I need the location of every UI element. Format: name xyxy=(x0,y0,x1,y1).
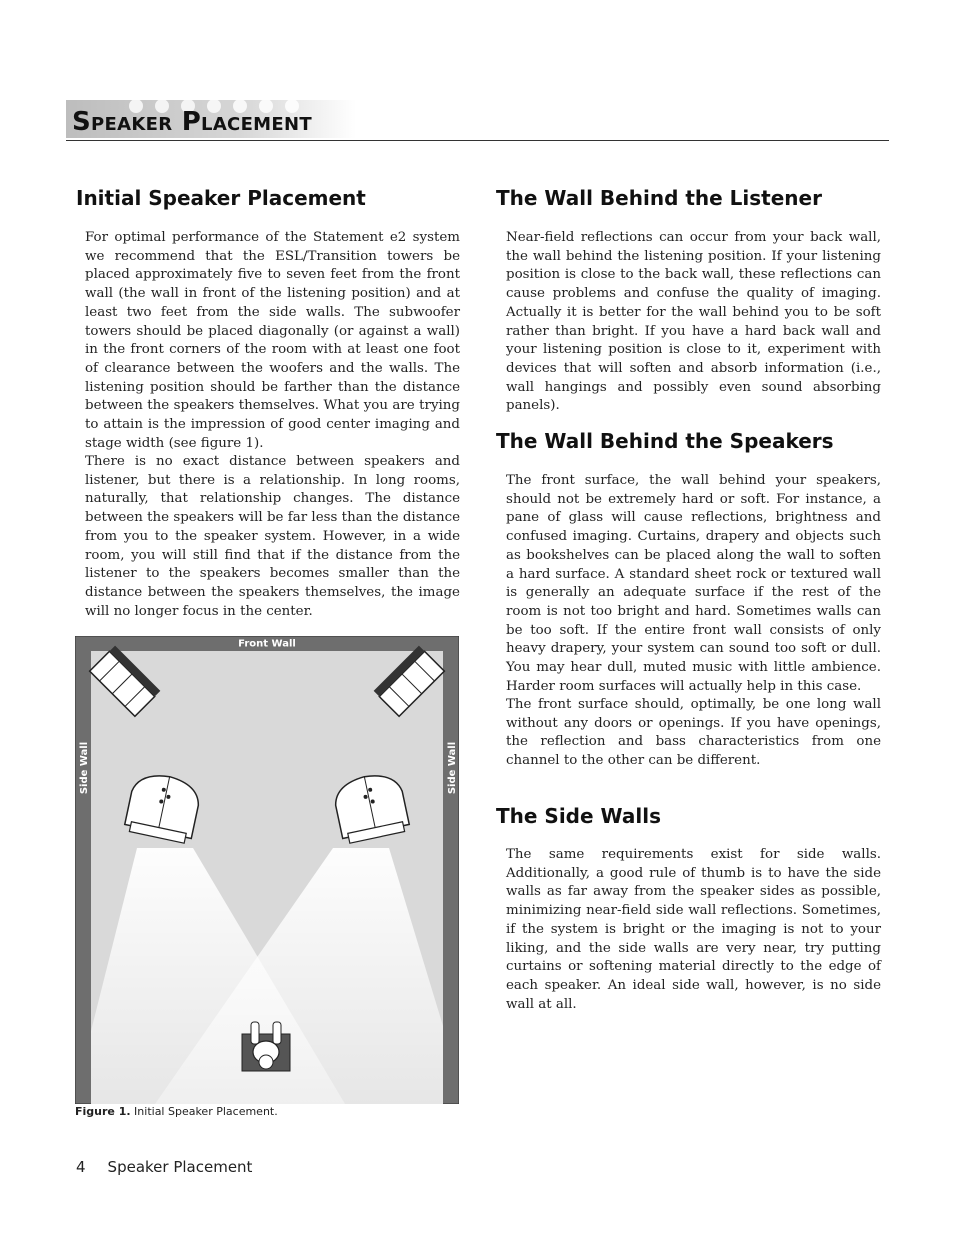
paragraph-initial-1: For optimal performance of the Statement e2 system we recommend that the ESL/Transition towers be placed approximately five to seven feet from the front wall (the wall in front of the listening position) and at least two feet from the side walls. The subwoofer towers should be placed diagonally (or against a wall) in the front corners of the room with at least one foot of clearance between the woofers and the walls. The listening position should be farther than the distance between the speakers themselves. What you are trying to attain is the impression of good center imaging and stage width (see figure 1). xyxy=(85,230,460,451)
paragraph-speaker-wall-2: The front surface should, optimally, be one long wall without any doors or openings. If you have openings, the reflection and bass characteristics from one channel to the other can be different. xyxy=(506,697,881,769)
heading-wall-behind-speakers: The Wall Behind the Speakers xyxy=(496,429,834,453)
figure-speaker-placement xyxy=(75,636,459,1104)
paragraph-speaker-wall-1: The front surface, the wall behind your speakers, should not be extremely hard or soft. For instance, a pane of glass will cause reflections, brightness and confused imaging. Curtains, drapery and objects such as bookshelves can be placed along the wall to soften a hard surface. A standard sheet rock or textured wall is generally an adequate surface if the rest of the room is not too bright and hard. Sometimes walls can be too soft. If the entire front wall consists of only heavy drapery, your system can sound too soft or dull. You may hear dull, muted music with little ambience. Harder room surfaces will actually help in this case. xyxy=(506,473,881,694)
heading-side-walls: The Side Walls xyxy=(496,804,661,828)
paragraph-initial-2: There is no exact distance between speakers and listener, but there is a relationship. In long rooms, naturally, that relationship changes. The distance between the speakers will be far less than the distance from you to the speaker system. However, in a wide room, you will still find that if the distance from the listener to the speakers becomes smaller than the distance between the speakers themselves, the image will no longer focus in the center. xyxy=(85,454,460,619)
page-title: Speaker Placement xyxy=(72,107,312,137)
page-number: 4 xyxy=(76,1158,86,1176)
page-footer xyxy=(76,1158,252,1176)
paragraph-side-walls: The same requirements exist for side walls. Additionally, a good rule of thumb is to have the side walls as far away from the speaker sides as possible, minimizing near-field side wall reflections. Sometimes, if the system is bright or the imaging is not to your liking, and the side walls are very near, try putting curtains or softening material directly to the edge of each speaker. An ideal side wall, however, is no side wall at all. xyxy=(506,847,881,1012)
page-header xyxy=(66,100,889,141)
heading-initial-speaker-placement: Initial Speaker Placement xyxy=(76,186,366,210)
left-side-wall-label: Side Wall xyxy=(79,741,90,795)
paragraph-listener-wall: Near-field reflections can occur from your back wall, the wall behind the listening position. If your listening position is close to the back wall, these reflections can cause problems and confuse the quality of imaging. Actually it is better for the wall behind you to be soft rather than bright. If you have a hard back wall and your listening position is close to it, experiment with devices that will soften and absorb information (i.e., wall hangings and possibly even sound absorbing panels). xyxy=(506,230,881,414)
room-diagram xyxy=(75,636,459,1104)
right-side-wall-label: Side Wall xyxy=(447,741,458,795)
front-wall-label: Front Wall xyxy=(238,638,296,650)
figure-caption xyxy=(75,1105,278,1118)
figure-caption-number: Figure 1. xyxy=(75,1105,131,1118)
heading-wall-behind-listener: The Wall Behind the Listener xyxy=(496,186,822,210)
footer-section-name: Speaker Placement xyxy=(107,1158,253,1176)
figure-caption-text: Initial Speaker Placement. xyxy=(134,1105,278,1118)
